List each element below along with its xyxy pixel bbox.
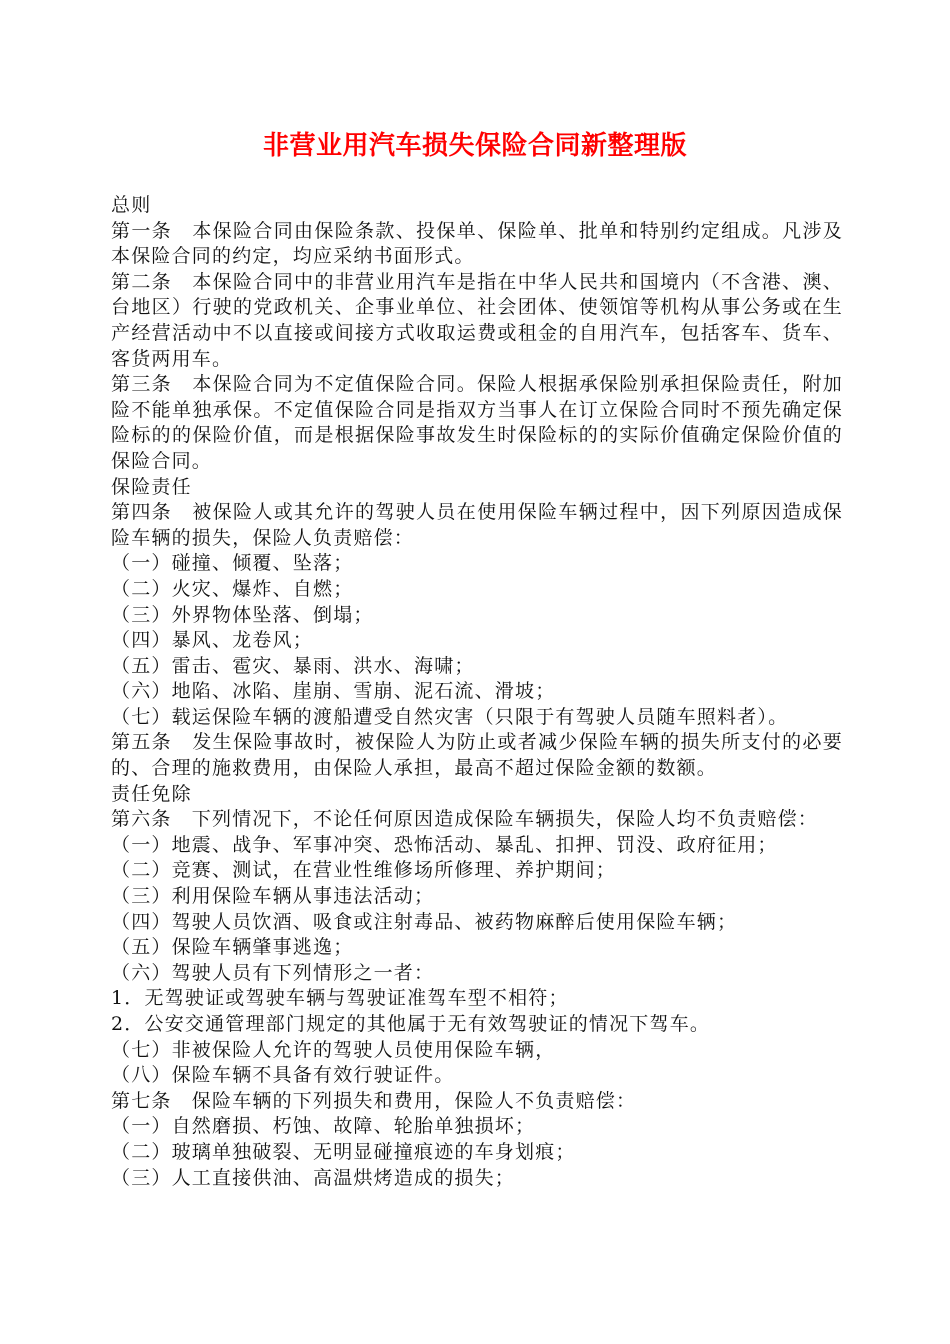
list-item: （二）竞赛、测试，在营业性维修场所修理、养护期间； xyxy=(111,859,617,882)
list-item: （三）外界物体坠落、倒塌； xyxy=(111,603,374,626)
list-item: （六）驾驶人员有下列情形之一者： xyxy=(111,961,435,984)
section-heading-exclusions: 责任免除 xyxy=(111,782,192,805)
article-3: 第三条 本保险合同为不定值保险合同。保险人根据承保险别承担保险责任，附加险不能单独承保。不定值保险合同是指双方当事人在订立保险合同时不预先确定保险标的的保险价值，而是根据保险事故发生时保险标的的实际价值确定保险价值的保险合同。 xyxy=(111,373,843,472)
section-heading-liability: 保险责任 xyxy=(111,475,192,498)
list-item: （七）非被保险人允许的驾驶人员使用保险车辆， xyxy=(111,1038,556,1061)
list-item: （二）火灾、爆炸、自燃； xyxy=(111,577,354,600)
article-4: 第四条 被保险人或其允许的驾驶人员在使用保险车辆过程中，因下列原因造成保险车辆的损失，保险人负责赔偿： xyxy=(111,501,843,549)
article-1: 第一条 本保险合同由保险条款、投保单、保险单、批单和特别约定组成。凡涉及本保险合同的约定，均应采纳书面形式。 xyxy=(111,219,843,268)
list-item: （一）自然磨损、朽蚀、故障、轮胎单独损坏； xyxy=(111,1115,536,1138)
list-item: （五）雷击、雹灾、暴雨、洪水、海啸； xyxy=(111,654,475,677)
document-body xyxy=(111,193,843,1191)
sub-list-item: 1．无驾驶证或驾驶车辆与驾驶证准驾车型不相符； xyxy=(111,987,569,1010)
article-5: 第五条 发生保险事故时，被保险人为防止或者减少保险车辆的损失所支付的必要的、合理的施救费用，由保险人承担，最高不超过保险金额的数额。 xyxy=(111,731,843,780)
list-item: （一）碰撞、倾覆、坠落； xyxy=(111,552,354,575)
list-item: （四）暴风、龙卷风； xyxy=(111,629,314,652)
list-item: （七）载运保险车辆的渡船遭受自然灾害（只限于有驾驶人员随车照料者）。 xyxy=(111,705,789,728)
document-title: 非营业用汽车损失保险合同新整理版 xyxy=(262,131,687,161)
list-item: （三）利用保险车辆从事违法活动； xyxy=(111,885,435,908)
article-6: 第六条 下列情况下，不论任何原因造成保险车辆损失，保险人均不负责赔偿： xyxy=(111,808,819,831)
list-item: （三）人工直接供油、高温烘烤造成的损失； xyxy=(111,1166,516,1189)
article-2: 第二条 本保险合同中的非营业用汽车是指在中华人民共和国境内（不含港、澳、台地区）行驶的党政机关、企事业单位、社会团体、使领馆等机构从事公务或在生产经营活动中不以直接或间接方式收取运费或租金的自用汽车，包括客车、货车、客货两用车。 xyxy=(111,270,843,370)
section-heading-general: 总则 xyxy=(111,194,152,216)
list-item: （四）驾驶人员饮酒、吸食或注射毒品、被药物麻醉后使用保险车辆； xyxy=(111,910,738,933)
article-7: 第七条 保险车辆的下列损失和费用，保险人不负责赔偿： xyxy=(111,1089,637,1112)
list-item: （六）地陷、冰陷、崖崩、雪崩、泥石流、滑坡； xyxy=(111,680,556,703)
list-item: （二）玻璃单独破裂、无明显碰撞痕迹的车身划痕； xyxy=(111,1140,576,1163)
list-item: （八）保险车辆不具备有效行驶证件。 xyxy=(111,1064,455,1087)
list-item: （五）保险车辆肇事逃逸； xyxy=(111,936,354,959)
sub-list-item: 2．公安交通管理部门规定的其他属于无有效驾驶证的情况下驾车。 xyxy=(111,1013,711,1035)
list-item: （一）地震、战争、军事冲突、恐怖活动、暴乱、扣押、罚没、政府征用； xyxy=(111,833,778,856)
